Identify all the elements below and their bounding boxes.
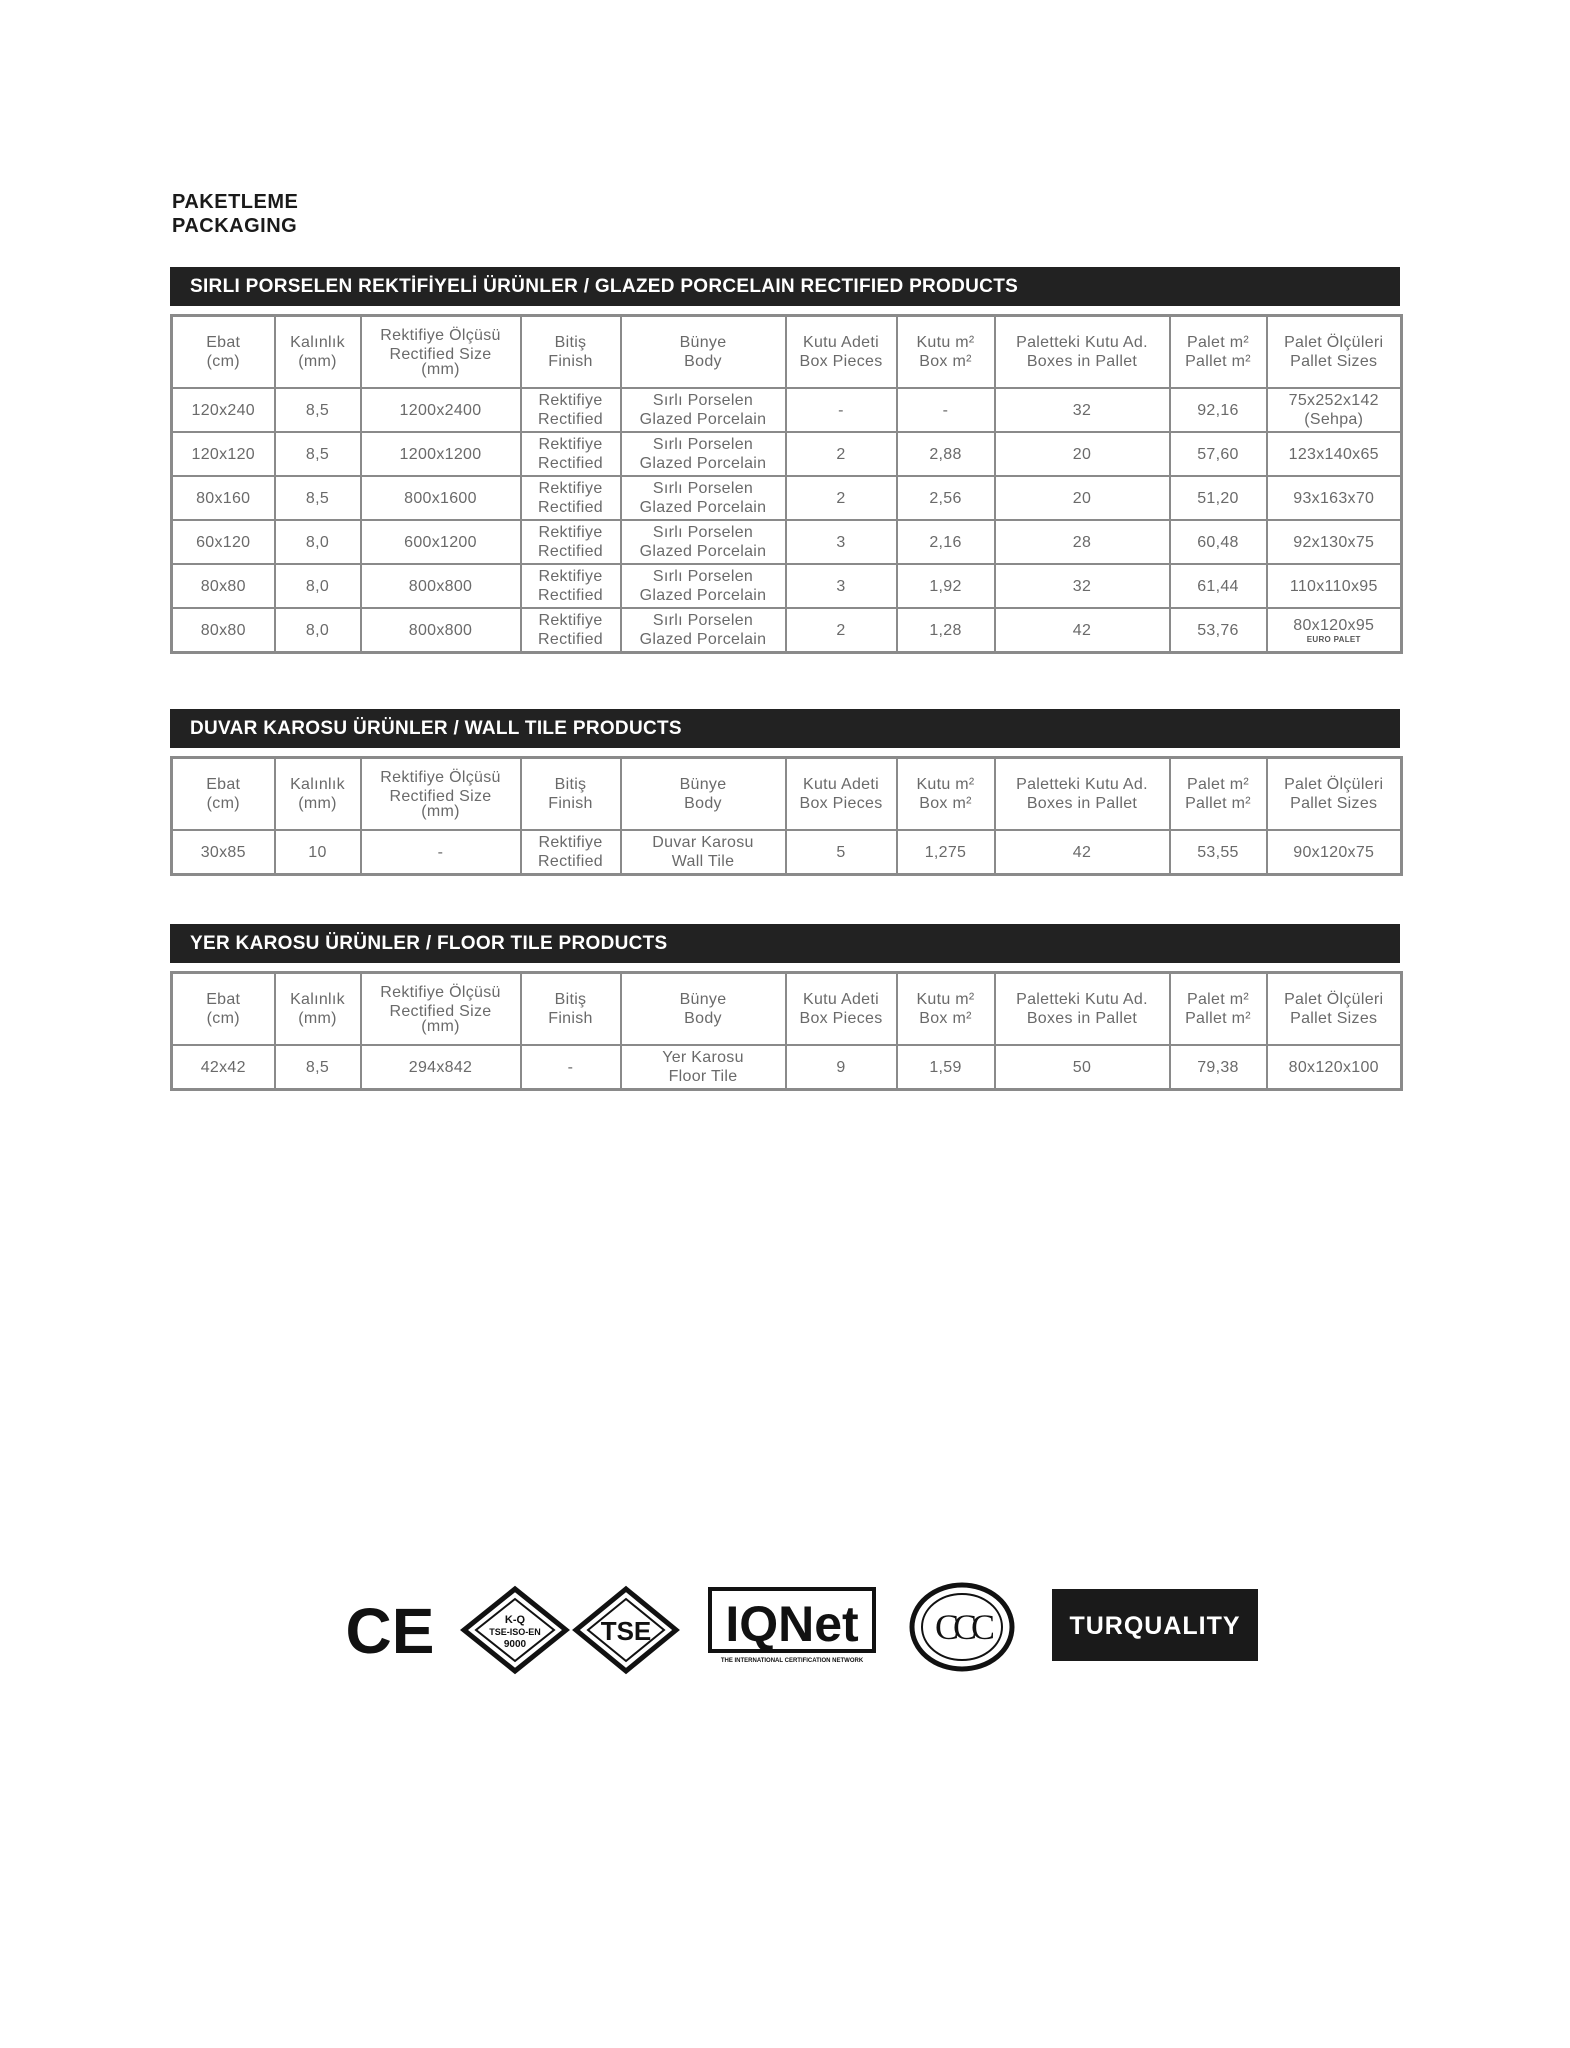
col-header-boxes-in-pallet: Paletteki Kutu Ad. Boxes in Pallet xyxy=(995,316,1170,389)
col-header-body: Bünye Body xyxy=(621,316,786,389)
cell-size: - xyxy=(361,830,521,875)
col-header-pallet-sizes: Palet Ölçüleri Pallet Sizes xyxy=(1267,973,1402,1046)
cell-pallet-size: 92x130x75 xyxy=(1267,520,1402,564)
tse-logo xyxy=(572,1585,680,1675)
cell-size: 600x1200 xyxy=(361,520,521,564)
table-header-row xyxy=(172,758,1402,831)
col-header-body: Bünye Body xyxy=(621,973,786,1046)
glazed-section xyxy=(170,267,1400,654)
col-header-boxes-in-pallet: Paletteki Kutu Ad. Boxes in Pallet xyxy=(995,973,1170,1046)
col-header-boxes-in-pallet: Paletteki Kutu Ad. Boxes in Pallet xyxy=(995,758,1170,831)
cell-box-pieces: - xyxy=(786,388,897,432)
ce-mark-logo xyxy=(345,1593,435,1667)
cell-boxes-pallet: 32 xyxy=(995,388,1170,432)
cell-size: 800x800 xyxy=(361,608,521,653)
cell-kalinlik: 10 xyxy=(275,830,361,875)
cell-box-m2: 2,16 xyxy=(897,520,995,564)
cell-boxes-pallet: 28 xyxy=(995,520,1170,564)
cell-boxes-pallet: 50 xyxy=(995,1045,1170,1090)
cell-body: Sırlı Porselen Glazed Porcelain xyxy=(621,476,786,520)
svg-text:IQNet: IQNet xyxy=(725,1596,859,1652)
cell-box-pieces: 9 xyxy=(786,1045,897,1090)
cell-boxes-pallet: 20 xyxy=(995,476,1170,520)
cell-size: 800x800 xyxy=(361,564,521,608)
col-header-box-pieces: Kutu Adeti Box Pieces xyxy=(786,758,897,831)
cell-kalinlik: 8,5 xyxy=(275,432,361,476)
cell-pallet-m2: 51,20 xyxy=(1170,476,1267,520)
cell-body: Sırlı Porselen Glazed Porcelain xyxy=(621,388,786,432)
cell-pallet-size: 90x120x75 xyxy=(1267,830,1402,875)
cell-boxes-pallet: 42 xyxy=(995,608,1170,653)
col-header-ebat: Ebat (cm) xyxy=(172,973,275,1046)
table-header-row xyxy=(172,316,1402,389)
col-header-rectified-size: Rektifiye Ölçüsü Rectified Size (mm) xyxy=(361,973,521,1046)
cell-box-m2: 1,28 xyxy=(897,608,995,653)
cell-box-m2: 1,59 xyxy=(897,1045,995,1090)
turquality-logo xyxy=(1052,1589,1258,1661)
cell-body: Sırlı Porselen Glazed Porcelain xyxy=(621,564,786,608)
cell-finish: - xyxy=(521,1045,621,1090)
wall-section-title: DUVAR KAROSU ÜRÜNLER / WALL TILE PRODUCTS xyxy=(170,709,1400,748)
cell-pallet-m2: 57,60 xyxy=(1170,432,1267,476)
cell-pallet-m2: 53,55 xyxy=(1170,830,1267,875)
ccc-logo xyxy=(908,1581,1016,1673)
table-row xyxy=(172,564,1402,608)
col-header-finish: Bitiş Finish xyxy=(521,973,621,1046)
cell-boxes-pallet: 20 xyxy=(995,432,1170,476)
cell-body: Sırlı Porselen Glazed Porcelain xyxy=(621,432,786,476)
col-header-pallet-sizes: Palet Ölçüleri Pallet Sizes xyxy=(1267,316,1402,389)
svg-text:CCC: CCC xyxy=(934,1607,990,1647)
page-title xyxy=(172,190,298,238)
table-row xyxy=(172,432,1402,476)
wall-table xyxy=(170,756,1403,876)
cell-pallet-m2: 92,16 xyxy=(1170,388,1267,432)
svg-text:K-Q: K-Q xyxy=(504,1614,526,1626)
col-header-pallet-m2: Palet m² Pallet m² xyxy=(1170,973,1267,1046)
col-header-finish: Bitiş Finish xyxy=(521,316,621,389)
cell-ebat: 80x80 xyxy=(172,564,275,608)
cell-body: Sırlı Porselen Glazed Porcelain xyxy=(621,520,786,564)
cell-pallet-m2: 61,44 xyxy=(1170,564,1267,608)
cell-box-pieces: 3 xyxy=(786,564,897,608)
table-header-row xyxy=(172,973,1402,1046)
col-header-box-m2: Kutu m² Box m² xyxy=(897,316,995,389)
col-header-ebat: Ebat (cm) xyxy=(172,316,275,389)
wall-section xyxy=(170,709,1400,876)
cell-box-m2: 1,275 xyxy=(897,830,995,875)
cell-boxes-pallet: 42 xyxy=(995,830,1170,875)
cell-kalinlik: 8,0 xyxy=(275,520,361,564)
svg-text:9000: 9000 xyxy=(503,1639,527,1650)
cell-box-m2: 1,92 xyxy=(897,564,995,608)
cell-ebat: 42x42 xyxy=(172,1045,275,1090)
col-header-ebat: Ebat (cm) xyxy=(172,758,275,831)
col-header-pallet-m2: Palet m² Pallet m² xyxy=(1170,758,1267,831)
cell-pallet-m2: 60,48 xyxy=(1170,520,1267,564)
cell-pallet-m2: 79,38 xyxy=(1170,1045,1267,1090)
cell-ebat: 120x240 xyxy=(172,388,275,432)
col-header-rectified-size: Rektifiye Ölçüsü Rectified Size (mm) xyxy=(361,758,521,831)
col-header-kalinlik: Kalınlık (mm) xyxy=(275,758,361,831)
cell-ebat: 80x160 xyxy=(172,476,275,520)
svg-text:TSE: TSE xyxy=(600,1616,652,1646)
cell-box-m2: - xyxy=(897,388,995,432)
cell-body: Sırlı Porselen Glazed Porcelain xyxy=(621,608,786,653)
col-header-rectified-size: Rektifiye Ölçüsü Rectified Size (mm) xyxy=(361,316,521,389)
cell-kalinlik: 8,5 xyxy=(275,388,361,432)
col-header-box-m2: Kutu m² Box m² xyxy=(897,973,995,1046)
cell-boxes-pallet: 32 xyxy=(995,564,1170,608)
euro-palet-note: EURO PALET xyxy=(1306,635,1361,644)
cell-pallet-size: 93x163x70 xyxy=(1267,476,1402,520)
kq-tse-iso-logo xyxy=(460,1585,570,1675)
cell-finish: Rektifiye Rectified xyxy=(521,830,621,875)
cell-kalinlik: 8,0 xyxy=(275,608,361,653)
cell-pallet-size: 123x140x65 xyxy=(1267,432,1402,476)
cell-finish: Rektifiye Rectified xyxy=(521,520,621,564)
col-header-kalinlik: Kalınlık (mm) xyxy=(275,316,361,389)
certification-logos xyxy=(340,1575,1260,1685)
cell-box-pieces: 2 xyxy=(786,432,897,476)
page-title-tr: PAKETLEME xyxy=(172,191,299,213)
svg-text:THE INTERNATIONAL CERTIFICATIO: THE INTERNATIONAL CERTIFICATION NETWORK xyxy=(720,1658,864,1664)
cell-kalinlik: 8,5 xyxy=(275,476,361,520)
cell-ebat: 60x120 xyxy=(172,520,275,564)
cell-finish: Rektifiye Rectified xyxy=(521,432,621,476)
floor-section xyxy=(170,924,1400,1091)
floor-table xyxy=(170,971,1403,1091)
col-header-box-m2: Kutu m² Box m² xyxy=(897,758,995,831)
cell-finish: Rektifiye Rectified xyxy=(521,476,621,520)
col-header-pallet-m2: Palet m² Pallet m² xyxy=(1170,316,1267,389)
col-header-pallet-sizes: Palet Ölçüleri Pallet Sizes xyxy=(1267,758,1402,831)
glazed-table xyxy=(170,314,1403,654)
svg-text:TURQUALITY: TURQUALITY xyxy=(1069,1612,1241,1640)
cell-size: 294x842 xyxy=(361,1045,521,1090)
cell-box-pieces: 2 xyxy=(786,476,897,520)
cell-ebat: 120x120 xyxy=(172,432,275,476)
cell-kalinlik: 8,5 xyxy=(275,1045,361,1090)
col-header-box-pieces: Kutu Adeti Box Pieces xyxy=(786,316,897,389)
cell-pallet-size: 80x120x95 EURO PALET xyxy=(1267,608,1402,653)
cell-size: 1200x1200 xyxy=(361,432,521,476)
page-title-en: PACKAGING xyxy=(172,215,298,237)
cell-pallet-size: 75x252x142 (Sehpa) xyxy=(1267,388,1402,432)
table-row xyxy=(172,830,1402,875)
cell-pallet-size: 80x120x100 xyxy=(1267,1045,1402,1090)
cell-kalinlik: 8,0 xyxy=(275,564,361,608)
table-row xyxy=(172,1045,1402,1090)
col-header-kalinlik: Kalınlık (mm) xyxy=(275,973,361,1046)
col-header-box-pieces: Kutu Adeti Box Pieces xyxy=(786,973,897,1046)
table-row xyxy=(172,476,1402,520)
floor-section-title: YER KAROSU ÜRÜNLER / FLOOR TILE PRODUCTS xyxy=(170,924,1400,963)
iqnet-logo xyxy=(708,1587,876,1665)
cell-size: 1200x2400 xyxy=(361,388,521,432)
table-row xyxy=(172,608,1402,653)
cell-body: Yer Karosu Floor Tile xyxy=(621,1045,786,1090)
cell-box-pieces: 2 xyxy=(786,608,897,653)
glazed-section-title: SIRLI PORSELEN REKTİFİYELİ ÜRÜNLER / GLAZED PORCELAIN RECTIFIED PRODUCTS xyxy=(170,267,1400,306)
cell-size: 800x1600 xyxy=(361,476,521,520)
cell-box-m2: 2,88 xyxy=(897,432,995,476)
col-header-body: Bünye Body xyxy=(621,758,786,831)
cell-body: Duvar Karosu Wall Tile xyxy=(621,830,786,875)
table-row xyxy=(172,520,1402,564)
svg-text:CE: CE xyxy=(345,1595,435,1667)
cell-finish: Rektifiye Rectified xyxy=(521,608,621,653)
cell-pallet-size: 110x110x95 xyxy=(1267,564,1402,608)
cell-finish: Rektifiye Rectified xyxy=(521,564,621,608)
col-header-finish: Bitiş Finish xyxy=(521,758,621,831)
cell-box-pieces: 5 xyxy=(786,830,897,875)
cell-box-pieces: 3 xyxy=(786,520,897,564)
cell-ebat: 30x85 xyxy=(172,830,275,875)
cell-pallet-m2: 53,76 xyxy=(1170,608,1267,653)
svg-text:TSE-ISO-EN: TSE-ISO-EN xyxy=(489,1627,541,1637)
cell-ebat: 80x80 xyxy=(172,608,275,653)
table-row xyxy=(172,388,1402,432)
cell-box-m2: 2,56 xyxy=(897,476,995,520)
cell-finish: Rektifiye Rectified xyxy=(521,388,621,432)
